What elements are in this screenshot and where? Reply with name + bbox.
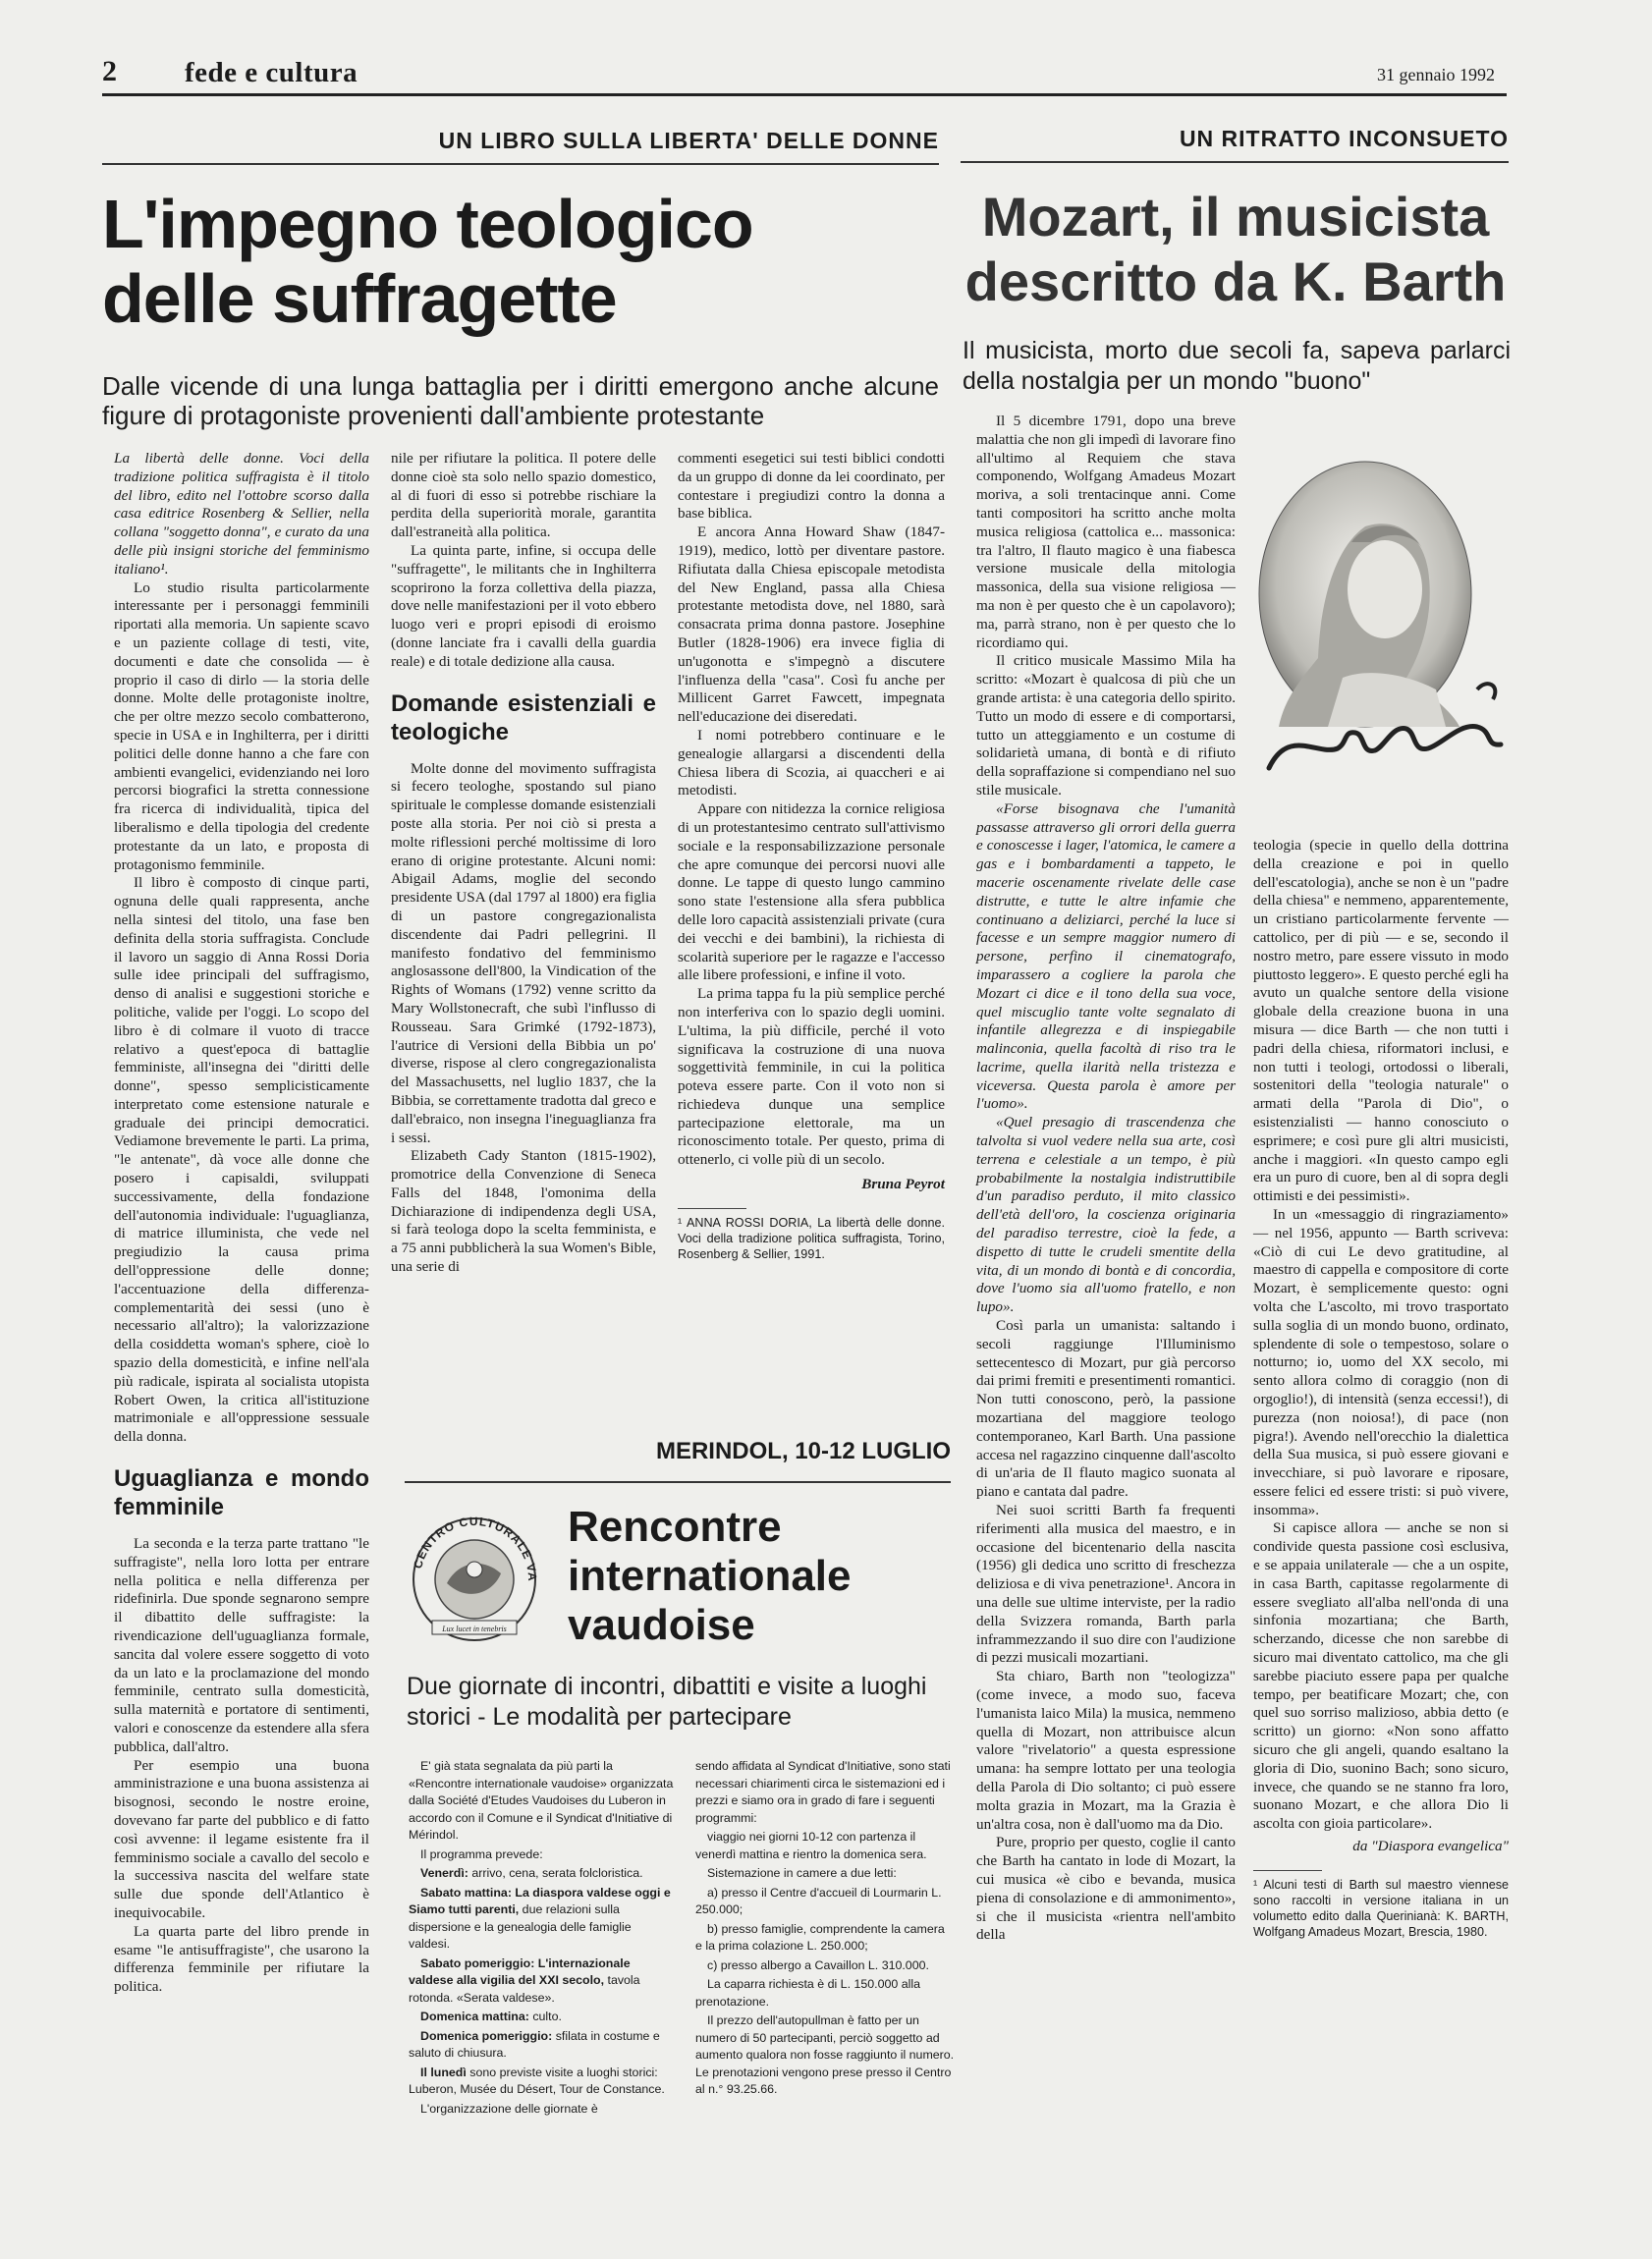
article2-quote: «Forse bisognava che l'umanità passasse attraverso gli orrori della guerra e conoscesse i lager, l'atomica, le camere a gas e i bombardamenti a tappeto, le macerie oscenamente rivelate delle case distrutte, e tutte le altre infamie che continuano a deliziarci, perché la luce si facesse e un sempre maggior numero di persone, perfino il cinematografo, imparassero a cogliere la parola che Mozart ci dice e il tono della sua voce, quel miscuglio tante volte segnalato di infantile allegrezza e di inspiegabile malinconia, quella facoltà di riso tra le lacrime, quella ilarità nella tristezza e viceversa. Questa parola è amore per l'uomo». [976, 799, 1236, 1113]
footnote-rule [678, 1208, 746, 1209]
article2-paragraph: Nei suoi scritti Barth fa frequenti riferimenti alla musica del maestro, e in occasione del bicentenario della nascita (1956) gli dedica uno scritto di freschezza deliziosa e di viva penetrazione¹. Ancora in una delle sue ultime interviste, per la radio della Svizzera romanda, Barth parla inframmezzando il suo dire con l'audizione di pezzi musicali mozartiani. [976, 1502, 1236, 1667]
svg-text:CENTRO CULTURALE VALDESE: CENTRO CULTURALE VA [411, 1514, 540, 1582]
masthead-rule [102, 93, 1507, 96]
article2-footnote: ¹ Alcuni testi di Barth sul maestro viennese sono raccolti in versione italiana in un volumetto edito dalla Querinianà: K. BARTH, Wolfgang Amadeus Mozart, Brescia, 1980. [1253, 1877, 1509, 1939]
box-program-item: Sabato pomeriggio: L'internazionale valdese alla vigilia del XXI secolo, tavola rotonda. «Serata valdese». [409, 1956, 640, 2005]
article1-paragraph: La libertà delle donne. Voci della tradizione politica suffragista è il titolo del libro, edito nel l'ottobre scorso dalla casa editrice Rosenberg & Sellier, nella collana "soggetto donna", e curato da una delle più insigni storiche del femminismo italiano¹. [114, 450, 369, 578]
article1-paragraph: nile per rifiutare la politica. Il potere delle donne cioè sta solo nello spazio domestico, al di fuori di esso si potrebbe rischiare la perdita della superiorità morale, garantita dall'estraneità alla politica. [391, 450, 656, 541]
article1-paragraph: Elizabeth Cady Stanton (1815-1902), promotrice della Convenzione di Seneca Falls del 1848, l'omonima della Dichiarazione di indipendenza degli USA, si farà teologa dopo la scelta femminista, e a 75 anni pubblicherà la sua Women's Bible, una serie di [391, 1147, 656, 1276]
article2-column-1 [976, 413, 1236, 1945]
article2-source: da "Diaspora evangelica" [1352, 1838, 1509, 1855]
box-paragraph: L'organizzazione delle giornate è [420, 2101, 598, 2116]
box-paragraph: c) presso albergo a Cavaillon L. 310.000. [707, 1957, 929, 1972]
article2-paragraph: Pure, proprio per questo, coglie il canto che Barth ha cantato in lode di Mozart, la cui musica «è cibo e bevanda, musica piena di consolazione e di ammonimento», si che il musicista «rientra nell'ambito della [976, 1834, 1236, 1944]
box-kicker: MERINDOL, 10-12 LUGLIO [655, 1438, 951, 1464]
article1-headline-line1: L'impegno teologico [102, 186, 753, 262]
box-program-item: Domenica mattina: culto. [420, 2010, 562, 2023]
issue-date: 31 gennaio 1992 [1377, 65, 1495, 84]
seal-emblem-icon [403, 1505, 546, 1648]
article2-paragraph: Il critico musicale Massimo Mila ha scritto: «Mozart è qualcosa di più che un grande artista: è una categoria dello spirito. Tutto un modo di essere e di comportarsi, tutto un atteggiamento e un costume di solidarietà umana, di bontà e di rifiuto della sopraffazione si compendiano nel suo stile musicale. [976, 652, 1236, 799]
article2-paragraph: Così parla un umanista: saltando i secoli raggiunge l'Illuminismo settecentesco di Mozart, pur già percorso dai primi fremiti e presentimenti romantici. Non tutti conoscono, però, la passione mozartiana del maggiore teologo contemporaneo, Karl Barth. Una passione accesa nel ragazzino cinquenne dall'ascolto di un'aria de Il flauto magico suonata al piano e cantata dal padre. [976, 1317, 1236, 1501]
box-paragraph: Il prezzo dell'autopullman è fatto per un numero di 50 partecipanti, perciò soggetto ad aumento qualora non fosse raggiunto il numero. Le prenotazioni vengono prese presso il Centro al n.° 93.25.66. [695, 2013, 955, 2096]
article1-paragraph: commenti esegetici sui testi biblici condotti da un gruppo di donne da lei coordinato, per contestare i pregiudizi contro la donna a base biblica. [678, 450, 945, 523]
page-number: 2 [102, 55, 117, 87]
article1-column-3 [678, 450, 945, 1262]
article1-headline-line2: delle suffragette [102, 260, 617, 337]
article1-footnote: ¹ ANNA ROSSI DORIA, La libertà delle donne. Voci della tradizione politica suffragista, Torino, Rosenberg & Sellier, 1991. [678, 1215, 945, 1261]
box-program-item: Il lunedì sono previste visite a luoghi storici: Luberon, Musée du Désert, Tour de Constance. [409, 2065, 665, 2096]
article1-column-1 [114, 450, 369, 1997]
article2-column-2 [1253, 837, 1509, 1940]
box-headline-line1: Rencontre [568, 1503, 782, 1551]
article2-headline-line1: Mozart, il musicista [981, 186, 1490, 248]
article1-kicker-rule [102, 163, 939, 165]
box-paragraph: a) presso il Centre d'accueil di Lourmarin L. 250.000; [695, 1885, 942, 1916]
article2-paragraph: Si capisce allora — anche se non si condivide questa passione così esclusiva, e se appaia unilaterale — che a un ospite, in casa Barth, capitasse regolarmente di essere svegliato all'alba nell'onda di una sinfonia mozartiana; che Barth, scherzando, dicesse che non sarebbe di sicuro mai diventato cattolico, ma che gli sarebbe piaciuto essere papa per qualche tempo, per beatificare Mozart; che, con quel suo sorriso malizioso, abbia detto (e scritto) un giorno: «Non sono affatto sicuro che gli angeli, quando esaltano la gloria di Dio, suonino Bach; sono sicuro, invece, che quando se ne stanno fra loro, suonano Mozart, e che allora Dio li ascolta con gioia particolare». [1253, 1519, 1509, 1833]
mozart-portrait-engraving [1249, 432, 1507, 796]
article1-paragraph: Appare con nitidezza la cornice religiosa di un protestantesimo centrato sull'attivismo sociale e la responsabilizzazione personale che apre comunque dei percorsi nuovi alle donne. Le tappe di questo lungo cammino sono state l'estensione alla sfera pubblica delle loro capacità assistenziali private (cura dei vecchi e dei bambini), la richiesta di scolarità superiore per le ragazze e l'accesso alle libere professioni, e infine il voto. [678, 800, 945, 984]
box-paragraph: Sistemazione in camere a due letti: [707, 1866, 897, 1880]
article2-kicker: UN RITRATTO INCONSUETO [1179, 126, 1509, 151]
box-headline-line3: vaudoise [568, 1601, 755, 1649]
article2-paragraph: Il 5 dicembre 1791, dopo una breve malattia che non gli impedì di lavorare fino all'ultimo al Requiem che stava componendo, Wolfgang Amadeus Mozart moriva, a soli trentacinque anni. Come tanti compositori ha scritto anche molta musica religiosa (cattolica e... massonica: tra l'altro, Il flauto magico è una fiabesca versione musicale della mitologia massonica, della sua visione religiosa — ma non è per questo che è un capolavoro); ma, parrà strano, non è per questo che lo ricordiamo qui. [976, 413, 1236, 651]
centro-culturale-valdese-seal [403, 1505, 546, 1648]
article2-headline-line2: descritto da K. Barth [964, 250, 1507, 312]
article2-headline [961, 185, 1511, 314]
box-kicker-rule [405, 1481, 951, 1483]
footnote-rule [1253, 1870, 1322, 1871]
article2-kicker-rule [961, 161, 1509, 163]
article1-paragraph: La quarta parte del libro prende in esame "le antisuffragiste", che usarono la differenza femminile per rifiutare la politica. [114, 1922, 369, 1996]
article1-paragraph: La prima tappa fu la più semplice perché non interferiva con lo spazio degli uomini. L'ultima, la più difficile, perché il voto significava la costruzione di una nuova soggettività femminile, in cui la politica poteva essere parte. Con il voto non si richiedeva dunque una semplice partecipazione elettorale, ma un riconoscimento totale. Per questo, prima di ottenerlo, ci volle più di un secolo. [678, 985, 945, 1169]
article1-column-2 [391, 450, 656, 1277]
box-paragraph: Il programma prevede: [420, 1846, 543, 1861]
article1-kicker: UN LIBRO SULLA LIBERTA' DELLE DONNE [438, 128, 939, 153]
article1-paragraph: I nomi potrebbero continuare e le genealogie allargarsi a discendenti della Chiesa libera di Scozia, ai quaccheri e ai metodisti. [678, 726, 945, 799]
article1-paragraph: Lo studio risulta particolarmente interessante per i personaggi femminili riportati alla memoria. Un sapiente scavo e un paziente collage di testi, vite, documenti e date che consolida — è proprio il caso di dirlo — la storia delle donne. Molte delle protagoniste inoltre, che per oltre mezzo secolo combatterono, specie in USA e in Inghilterra, per i diritti politici delle donne hanno a che fare con ambienti evangelici, evidenziando nei loro percorsi biografici la stretta connessione fra ricerca di individualità, tipica del liberalismo e della tipologia del credente protestante da un lato, e proposta di protagonismo femminile. [114, 579, 369, 873]
article2-deck: Il musicista, morto due secoli fa, sapeva parlarci della nostalgia per un mondo "buono" [963, 337, 1511, 395]
article1-headline [102, 187, 947, 336]
box-paragraph: sendo affidata al Syndicat d'Initiative, sono stati necessari chiarimenti circa le sistemazioni ed i prezzi e siamo ora in grado di fare i seguenti programmi: [695, 1759, 951, 1825]
article1-paragraph: Il libro è composto di cinque parti, ognuna delle quali rappresenta, anche nella sintesi del titolo, una fase ben definita della storia suffragista. Conclude il lavoro un saggio di Anna Rossi Doria sulle idee principali del suffragismo, denso di analisi e suggestioni storiche e politiche, valide per l'oggi. Lo scopo del libro è di colmare il vuoto di tracce relativo a quest'epoca di battaglie femministe, all'insegna dei "diritti delle donne", spesso semplicisticamente interpretato come estensione naturale e graduale dei principi democratici. Vediamone brevemente le parti. La prima, "le antenate", dà voce alle donne che posero i capisaldi, sviluppati successivamente, della fondazione dell'autonomia individuale: l'uguaglianza, di matrice illuminista, che vede nel pregiudizio la causa prima dell'oppressione delle donne; l'accentuazione della differenza-complementarità dei sessi (uno è necessario all'altro); la valorizzazione della cosiddetta woman's sphere, cioè lo spazio della domesticità, e infine nell'ala più radicale, ispirata al socialista utopista Robert Owen, la critica all'istituzione matrimoniale e all'oppressione sessuale della donna. [114, 874, 369, 1446]
section-title: fede e cultura [185, 57, 358, 88]
box-program-item: Venerdì: arrivo, cena, serata folcloristica. [420, 1866, 643, 1880]
box-paragraph: b) presso famiglie, comprendente la camera e la prima colazione L. 250.000; [695, 1921, 945, 1953]
box-headline-line2: internationale [568, 1552, 852, 1600]
box-program-item: Sabato mattina: La diaspora valdese oggi e Siamo tutti parenti, due relazioni sulla dispersione e la genealogia delle famiglie valdesi. [409, 1885, 671, 1951]
article1-paragraph: Molte donne del movimento suffragista si fecero teologhe, spostando sul piano spirituale le complesse domande esistenziali poste alla storia. Per noi ciò si presta a molte riflessioni perché moltissime di loro erano di origine protestante. Alcuni nomi: Abigail Adams, moglie del secondo presidente USA (dal 1797 al 1800) era figlia di un pastore congregazionalista discendente dai Padri pellegrini. Il manifesto fondativo del femminismo anglosassone dell'800, la Vindication of the Rights of Womans (1792) venne scritto da Mary Wollstonecraft, che subì l'influsso di Rousseau. Sara Grimké (1792-1873), l'autrice di Versioni della Bibbia un po' diverse, rispose al clero congregazionalista del Massachusetts, nel luglio 1837, che la Bibbia, se correttamente tradotta dal greco e dall'ebraico, non insegna l'ineguaglianza fra i sessi. [391, 759, 656, 1146]
box-program-item: Domenica pomeriggio: sfilata in costume e saluto di chiusura. [409, 2028, 660, 2060]
article1-paragraph: Per esempio una buona amministrazione e una buona assistenza ai bisognosi, secondo le nostre eroine, dovevano far parte del pubblico e di fatto così avvenne: il legame esistente fra il femminismo sociale a cavallo del secolo e la successiva nascita del welfare state sulle due sponde dell'Atlantico è inequivocabile. [114, 1756, 369, 1921]
box-paragraph: La caparra richiesta è di L. 150.000 alla prenotazione. [695, 1977, 920, 2009]
article1-subhead-1: Uguaglianza e mondo femminile [114, 1465, 369, 1521]
box-paragraph: viaggio nei giorni 10-12 con partenza il venerdì mattina e rientro la domenica sera. [695, 1830, 927, 1861]
svg-text:Lux lucet in tenebris: Lux lucet in tenebris [442, 1625, 507, 1633]
article1-deck: Dalle vicende di una lunga battaglia per i diritti emergono anche alcune figure di protagoniste provenienti dall'ambiente protestante [102, 371, 939, 430]
article1-paragraph: E ancora Anna Howard Shaw (1847-1919), medico, lottò per diventare pastore. Rifiutata dalla Chiesa episcopale metodista del New England, passa alla Chiesa protestante metodista dove, nel 1880, sarà consacrata prima donna pastore. Josephine Butler (1828-1906) era invece figlia di un'ugonotta e s'impegnò a discutere l'influenza della "casa". Così fu anche per Millicent Garret Fawcett, impegnata nell'educazione dei diseredati. [678, 523, 945, 726]
article2-paragraph: teologia (specie in quello della dottrina della creazione e poi in quello dell'escatologia), anche se non è un "padre della chiesa" e nemmeno, apparentemente, un cristiano particolarmente fervente — cattolico, per di più — e se, secondo il nostro metro, pare essere vissuto in modo piuttosto leggero». E questo perché egli ha avuto un qualche sentore della visione globale della creazione buona in una misura — dice Barth — che non tutti i padri della chiesa, riformatori inclusi, e non tutti i teologi, ortodossi o liberali, sostenitori della "teologia naturale" o armati della "Parola di Dio", o esistenzialisti — hanno conosciuto o esprimere; e così pure gli altri musicisti, anche i maggiori. «In questo campo egli era un puro di cuore, ben al di sopra degli ottimisti e dei pessimisti». [1253, 837, 1509, 1205]
box-deck: Due giornate di incontri, dibattiti e visite a luoghi storici - Le modalità per partecipare [407, 1673, 927, 1731]
box-column-2 [695, 1758, 955, 2101]
mozart-portrait [1249, 432, 1507, 796]
box-column-1 [409, 1758, 676, 2120]
article1-subhead-2: Domande esistenziali e teologiche [391, 689, 656, 745]
article1-paragraph: La seconda e la terza parte trattano "le suffragiste", nella loro lotta per entrare nella politica e nella differenza per ridefinirla. Due sponde segnarono sempre il dibattito delle suffragiste: la rivendicazione dell'uguaglianza formale, sancita dal volere essere soggetto di voto da un lato e la proclamazione del mondo femminile, centrato sulla domesticità, sulla maternità e portatore di sentimenti, valori e conoscenze da estendere alla sfera pubblica, dall'altro. [114, 1535, 369, 1755]
article2-paragraph: Sta chiaro, Barth non "teologizza" (come invece, a modo suo, faceva l'umanista laico Mila) la musica, nemmeno quella di Mozart, non attribuisce alcun valore "rivelatorio" a questa espressione umana: ha sempre lottato per una teologia della Parola di Dio soltanto; ci può essere molta grazia in Mozart, ma la Grazia è un'altra cosa, non è dall'uomo ma da Dio. [976, 1668, 1236, 1833]
article1-paragraph: La quinta parte, infine, si occupa delle "suffragette", le militants che in Inghilterra scoprirono la forza collettiva della piazza, dove nelle manifestazioni per il voto ebbero luogo veri e propri episodi di eroismo (donne lanciate fra i cavalli della guardia reale) e di totale dedizione alla causa. [391, 541, 656, 670]
box-headline [568, 1503, 941, 1650]
article1-signature: Bruna Peyrot [861, 1176, 945, 1193]
article2-quote: «Quel presagio di trascendenza che talvolta si vuol vedere nella sua arte, così terrena e celestiale a un tempo, è più probabilmente la nostalgia indistruttibile d'un paradiso perduto, il mito classico dell'età dell'oro, la coscienza originaria del paradiso terrestre, cioè la fede, a dispetto di tutte le crudeli smentite della vita, di un mondo di bontà e di concordia, dove l'uomo sia all'uomo fratello, e non lupo». [976, 1114, 1236, 1316]
article2-paragraph: In un «messaggio di ringraziamento» — nel 1956, appunto — Barth scriveva: «Ciò di cui Le devo gratitudine, al maestro di cappella e compositore di corte Mozart, è semplicemente questo: ogni volta che L'ascolto, mi trovo trasportato sulla soglia di un mondo buono, ordinato, splendente di sole o tempestoso, solare o notturno; io, uomo del XX secolo, mi sento allora colmo di coraggio (non di orgoglio!), di intensità (senza eccessi!), di purezza (non noiosa!), di pace (non pigra!). Avendo nell'orecchio la dialettica della Sua musica, si può essere giovani e invecchiare, si può lavorare e riposare, essere felici ed essere tristi: si può vivere, insomma». [1253, 1205, 1509, 1518]
box-paragraph: E' già stata segnalata da più parti la «Rencontre internationale vaudoise» organizzata dalla Société d'Etudes Vaudoises du Luberon in accordo con il Comune e il Syndicat d'Initiative di Mérindol. [409, 1759, 674, 1842]
